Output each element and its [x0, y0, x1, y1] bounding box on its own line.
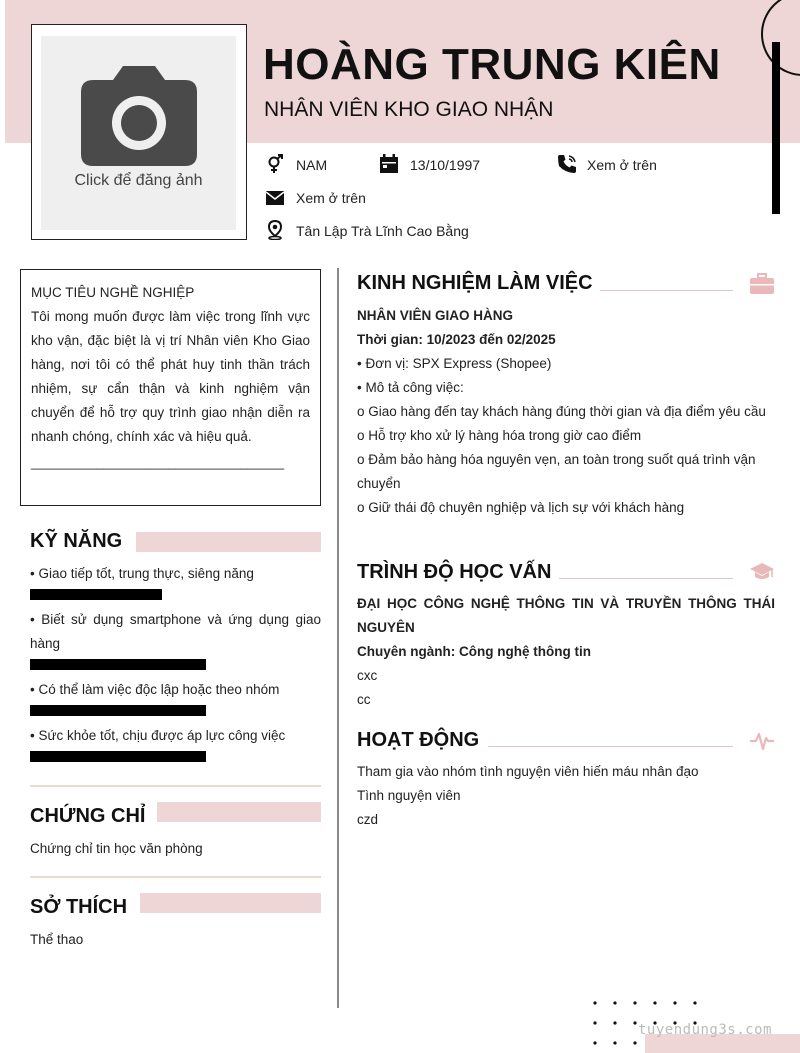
phone-value: Xem ở trên: [587, 157, 657, 173]
location-pin-icon: [265, 220, 285, 240]
objective-text: Tôi mong muốn được làm việc trong lĩnh vực kho vận, đặc biệt là vị trí Nhân viên Kho Giao hàng, nơi tôi có thể phát huy tinh thần trách nhiệm, sự cẩn thận và kinh nghiệm vận chuyển để hỗ trợ quy trình giao nhận diễn ra nhanh chóng, chính xác và hiệu quả.: [31, 309, 310, 444]
email-value: Xem ở trên: [296, 190, 366, 206]
photo-upload[interactable]: [41, 36, 236, 230]
experience-line: o Giữ thái độ chuyên nghiệp và lịch sự với khách hàng: [357, 500, 685, 515]
activity-line: czd: [357, 812, 379, 827]
gender-icon: [265, 154, 285, 174]
skills-title: KỸ NĂNG: [30, 530, 123, 552]
skill-level-bar: [30, 589, 162, 600]
experience-title-line: [600, 290, 733, 291]
skill-label: • Có thể làm việc độc lập hoặc theo nhóm: [30, 682, 280, 697]
education-line: cxc: [357, 668, 378, 683]
hobby-item: Thể thao: [30, 932, 84, 947]
activities-title: HOẠT ĐỘNG: [357, 729, 480, 751]
education-line: cc: [357, 692, 371, 707]
job-title: NHÂN VIÊN KHO GIAO NHẬN: [264, 98, 554, 121]
camera-icon: [81, 64, 197, 166]
activities-title-line: [488, 746, 733, 747]
address-value: Tân Lập Trà Lĩnh Cao Bằng: [296, 223, 469, 239]
activity-line: Tình nguyện viên: [357, 788, 461, 803]
experience-line: o Hỗ trợ kho xử lý hàng hóa trong giờ cao điểm: [357, 428, 642, 443]
hobbies-title: SỞ THÍCH: [30, 896, 128, 918]
column-divider: [337, 268, 339, 1008]
experience-line: • Mô tả công việc:: [357, 380, 464, 395]
gender-value: NAM: [296, 157, 328, 173]
experience-line: • Đơn vị: SPX Express (Shopee): [357, 356, 552, 371]
education-title-line: [559, 578, 733, 579]
skill-level-bar: [30, 705, 206, 716]
section-divider: [30, 876, 321, 878]
experience-line: o Giao hàng đến tay khách hàng đúng thời gian và địa điểm yêu cầu: [357, 404, 766, 419]
objective-underline: ___________________________________: [31, 455, 285, 470]
skills-title-bar: [136, 532, 321, 552]
education-title: TRÌNH ĐỘ HỌC VẤN: [357, 561, 552, 583]
certificate-item: Chứng chỉ tin học văn phòng: [30, 841, 203, 856]
education-school: ĐẠI HỌC CÔNG NGHỆ THÔNG TIN VÀ TRUYỀN THÔNG THÁI NGUYÊN: [357, 596, 775, 635]
briefcase-icon: [749, 273, 775, 295]
email-icon: [265, 188, 285, 208]
birthday-value: 13/10/1997: [410, 157, 481, 173]
phone-icon: [557, 154, 577, 174]
education-major: Chuyên ngành: Công nghệ thông tin: [357, 644, 591, 659]
certificates-title: CHỨNG CHỈ: [30, 805, 146, 827]
pulse-icon: [749, 730, 775, 752]
experience-line: o Đảm bảo hàng hóa nguyên vẹn, an toàn trong suốt quá trình vận chuyển: [357, 452, 756, 491]
skill-level-bar: [30, 751, 206, 762]
photo-upload-label[interactable]: Click để đăng ảnh: [74, 172, 203, 189]
experience-position: NHÂN VIÊN GIAO HÀNG: [357, 308, 514, 323]
experience-title: KINH NGHIỆM LÀM VIỆC: [357, 272, 593, 294]
decorative-bar: [772, 42, 780, 214]
full-name: HOÀNG TRUNG KIÊN: [263, 40, 721, 89]
calendar-icon: [379, 154, 399, 174]
objective-title: MỤC TIÊU NGHỀ NGHIỆP: [31, 285, 195, 300]
watermark: tuyendung3s.com: [638, 1022, 772, 1038]
skill-label: • Biết sử dụng smartphone và ứng dụng giao hàng: [30, 612, 321, 651]
skill-label: • Sức khỏe tốt, chịu được áp lực công việc: [30, 728, 286, 743]
skill-label: • Giao tiếp tốt, trung thực, siêng năng: [30, 566, 254, 581]
hobbies-title-bar: [140, 893, 321, 913]
graduation-cap-icon: [749, 561, 775, 583]
section-divider: [30, 785, 321, 787]
skill-level-bar: [30, 659, 206, 670]
activity-line: Tham gia vào nhóm tình nguyện viên hiến máu nhân đạo: [357, 764, 699, 779]
certificates-title-bar: [157, 802, 321, 822]
experience-time: Thời gian: 10/2023 đến 02/2025: [357, 332, 556, 347]
